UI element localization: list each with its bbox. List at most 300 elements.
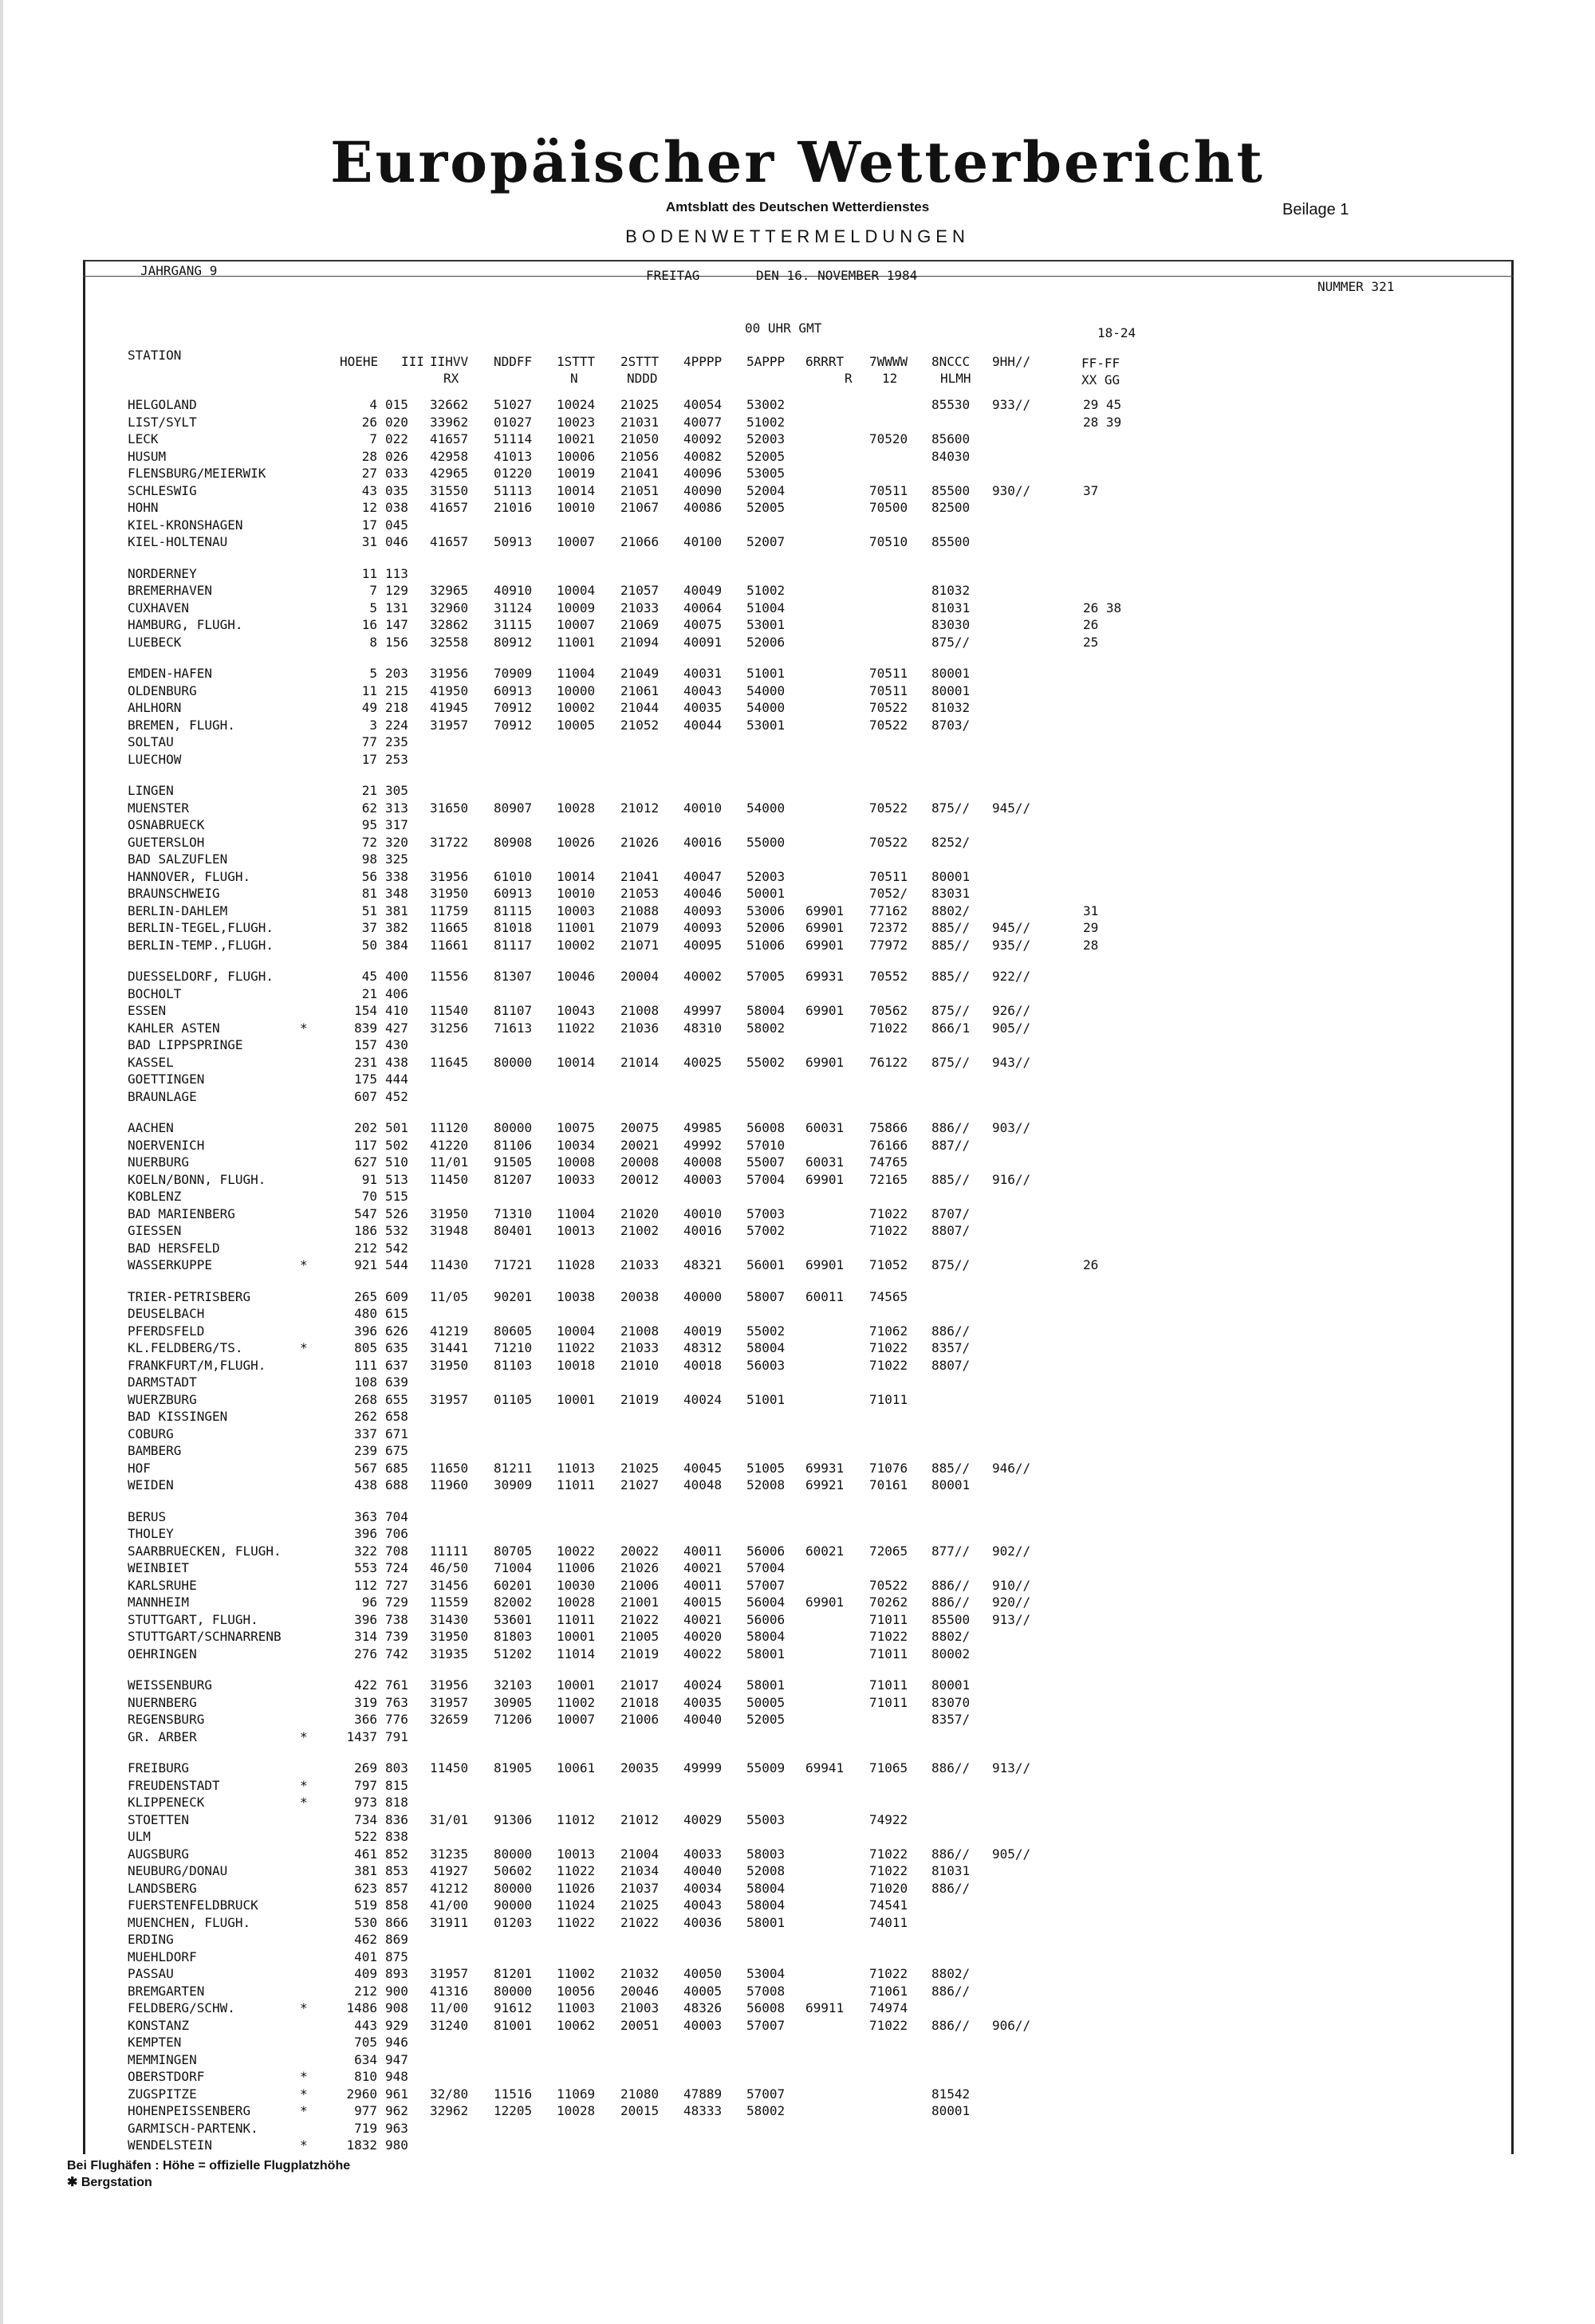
observation-group: 10013	[557, 1846, 596, 1862]
report-heading: BODENWETTERMELDUNGEN	[625, 226, 970, 246]
observation-group: 54000	[746, 800, 786, 816]
observation-group: 10028	[557, 2103, 596, 2118]
observation-group: 53005	[746, 466, 786, 481]
station-row	[128, 682, 1531, 700]
observation-group: 70912	[494, 717, 533, 733]
station-height: 62	[361, 800, 377, 816]
station-row	[128, 1983, 1531, 2000]
observation-group: 203	[385, 666, 408, 681]
observation-group: 885//	[931, 1171, 971, 1187]
observation-group: 58004	[746, 1003, 786, 1018]
station-name: BRAUNSCHWEIG	[128, 886, 220, 901]
station-height: 366	[354, 1712, 377, 1727]
station-row	[128, 1154, 1531, 1171]
observation-group: 40040	[683, 1712, 723, 1727]
observation-group: 742	[385, 1646, 408, 1661]
observation-group: 80001	[931, 1677, 971, 1693]
observation-group: 21094	[620, 634, 660, 650]
observation-group: 11120	[430, 1120, 469, 1135]
station-height: 530	[354, 1914, 377, 1930]
observation-group: 40034	[683, 1880, 723, 1896]
observation-group: 01105	[494, 1391, 533, 1407]
observation-group: 82500	[931, 500, 971, 515]
observation-group: 41927	[430, 1863, 469, 1878]
station-name: MANNHEIM	[128, 1595, 190, 1610]
observation-group: 31441	[430, 1340, 469, 1355]
station-name: BERLIN-TEGEL,FLUGH.	[128, 920, 274, 935]
observation-group: 71062	[869, 1323, 908, 1339]
observation-group: 41219	[430, 1323, 469, 1339]
weekday-label: FREITAG	[646, 268, 700, 283]
observation-group: 348	[385, 886, 408, 901]
observation-group: 10000	[557, 682, 596, 698]
station-name: BERUS	[128, 1508, 167, 1524]
table-header	[128, 348, 1531, 386]
observation-group: 58004	[746, 1340, 786, 1355]
station-height: 268	[354, 1391, 377, 1407]
observation-group: 71206	[494, 1712, 533, 1727]
station-name: STUTTGART, FLUGH.	[128, 1611, 258, 1627]
station-name: BAD KISSINGEN	[128, 1409, 228, 1424]
station-row	[128, 800, 1531, 817]
observation-group: 818	[385, 1795, 408, 1810]
observation-group: 31456	[430, 1577, 469, 1593]
observation-group: 739	[385, 1629, 408, 1644]
observation-group: 945//	[992, 920, 1031, 935]
observation-group: 31957	[430, 1391, 469, 1407]
observation-group: 30905	[494, 1694, 533, 1710]
observation-group: 71004	[494, 1560, 533, 1575]
observation-group: 61010	[494, 868, 533, 884]
station-row	[128, 1339, 1531, 1357]
observation-group: 637	[385, 1357, 408, 1373]
station-height: 634	[354, 2051, 377, 2067]
observation-group: 40036	[683, 1914, 723, 1930]
observation-group: 21056	[620, 448, 660, 464]
observation-group: 69911	[805, 2000, 845, 2015]
station-name: KOELN/BONN, FLUGH.	[128, 1171, 266, 1187]
station-height: 462	[354, 1932, 377, 1947]
observation-group: 980	[385, 2137, 408, 2153]
observation-group: 21031	[620, 414, 660, 430]
observation-group: 8703/	[931, 717, 971, 733]
station-name: COBURG	[128, 1425, 174, 1441]
observation-group: 85500	[931, 482, 971, 498]
observation-group: 20046	[620, 1983, 660, 1999]
observation-group: 11450	[430, 1760, 469, 1775]
station-name: SCHLESWIG	[128, 482, 197, 498]
station-row	[128, 1611, 1531, 1629]
observation-group: 21050	[620, 431, 660, 446]
observation-group: 53001	[746, 717, 786, 733]
observation-group: 75866	[869, 1120, 908, 1135]
station-name: SAARBRUECKEN, FLUGH.	[128, 1543, 282, 1559]
observation-group: 69931	[805, 1460, 845, 1476]
station-row	[128, 1442, 1531, 1460]
station-height: 21	[361, 985, 377, 1001]
station-height: 805	[354, 1340, 377, 1355]
observation-group: 40024	[683, 1391, 723, 1407]
mountain-station-marker: *	[300, 1257, 308, 1272]
station-name: NUERNBERG	[128, 1694, 197, 1710]
observation-group: 81207	[494, 1171, 533, 1187]
observation-group: 510	[385, 1154, 408, 1170]
observation-group: 57003	[746, 1205, 786, 1221]
observation-group: 81018	[494, 920, 533, 935]
observation-group: 51113	[494, 482, 533, 498]
observation-group: 51202	[494, 1646, 533, 1661]
observation-group: 10075	[557, 1120, 596, 1135]
station-height: 56	[361, 868, 377, 884]
observation-group: 51027	[494, 397, 533, 412]
observation-group: 10014	[557, 868, 596, 884]
station-height: 17	[361, 751, 377, 767]
column-header: 2STTT	[620, 354, 660, 369]
observation-group: 56001	[746, 1257, 786, 1272]
station-row	[128, 431, 1531, 448]
observation-group: 639	[385, 1374, 408, 1390]
observation-group: 704	[385, 1508, 408, 1524]
observation-group: 11/01	[430, 1154, 469, 1170]
station-height: 17	[361, 517, 377, 533]
observation-group: 961	[385, 2086, 408, 2102]
station-name: NUERBURG	[128, 1154, 190, 1170]
station-name: FREIBURG	[128, 1760, 190, 1775]
observation-group: 10007	[557, 617, 596, 632]
observation-group: 10022	[557, 1543, 596, 1559]
jahrgang-label: JAHRGANG 9	[140, 263, 218, 278]
station-height: 96	[361, 1595, 377, 1610]
observation-group: 71210	[494, 1340, 533, 1355]
observation-group: 438	[385, 1054, 408, 1070]
observation-group: 026	[385, 448, 408, 464]
station-height: 239	[354, 1443, 377, 1458]
observation-group: 40046	[683, 886, 723, 901]
observation-group: 57010	[746, 1137, 786, 1153]
observation-group: 41316	[430, 1983, 469, 1999]
observation-group: 11026	[557, 1880, 596, 1896]
station-height: 50	[361, 937, 377, 953]
column-header: 7WWWW	[869, 354, 908, 369]
observation-group: 11069	[557, 2086, 596, 2102]
observation-group: 57004	[746, 1171, 786, 1187]
observation-group: 10019	[557, 466, 596, 481]
station-name: FREUDENSTADT	[128, 1777, 220, 1793]
observation-group: 40021	[683, 1560, 723, 1575]
column-subheader: 12	[882, 371, 898, 386]
observation-group: 40064	[683, 600, 723, 615]
observation-group: 022	[385, 431, 408, 446]
observation-group: 11022	[557, 1340, 596, 1355]
mountain-station-marker: *	[300, 1728, 308, 1744]
station-row	[128, 1088, 1531, 1106]
observation-group: 21052	[620, 717, 660, 733]
observation-group: 8357/	[931, 1712, 971, 1727]
observation-group: 948	[385, 2069, 408, 2084]
observation-group: 80001	[931, 868, 971, 884]
observation-group: 11003	[557, 2000, 596, 2015]
footnote-mountain-station: ✱ Bergstation	[67, 2176, 152, 2189]
observation-group: 70522	[869, 700, 908, 715]
observation-group: 70912	[494, 700, 533, 715]
station-name: EMDEN-HAFEN	[128, 666, 212, 681]
station-height: 1486	[346, 2000, 377, 2015]
station-name: BRAUNLAGE	[128, 1088, 197, 1104]
station-name: KASSEL	[128, 1054, 174, 1070]
observation-group: 49997	[683, 1003, 723, 1018]
observation-group: 893	[385, 1966, 408, 1981]
observation-group: 72065	[869, 1543, 908, 1559]
observation-group: 69901	[805, 920, 845, 935]
observation-group: 80907	[494, 800, 533, 816]
observation-group: 81803	[494, 1629, 533, 1644]
station-height: 7	[369, 431, 377, 446]
observation-group: 48310	[683, 1020, 723, 1036]
wind-gust-value: 25	[1083, 634, 1099, 650]
observation-group: 52008	[746, 1863, 786, 1878]
observation-group: 40100	[683, 534, 723, 549]
observation-group: 11002	[557, 1966, 596, 1981]
observation-group: 885//	[931, 937, 971, 953]
observation-group: 21071	[620, 937, 660, 953]
observation-group: 52005	[746, 1712, 786, 1727]
observation-group: 857	[385, 1880, 408, 1896]
station-name: KIEL-KRONSHAGEN	[128, 517, 243, 533]
observation-group: 52005	[746, 448, 786, 464]
observation-group: 11012	[557, 1811, 596, 1827]
station-height: 49	[361, 700, 377, 715]
observation-group: 885//	[931, 920, 971, 935]
observation-group: 51001	[746, 1391, 786, 1407]
observation-group: 53002	[746, 397, 786, 412]
observation-group: 20022	[620, 1543, 660, 1559]
observation-group: 21008	[620, 1003, 660, 1018]
observation-group: 40054	[683, 397, 723, 412]
observation-group: 21057	[620, 583, 660, 598]
observation-group: 58003	[746, 1846, 786, 1862]
station-name: BERLIN-TEMP.,FLUGH.	[128, 937, 274, 953]
observation-group: 85530	[931, 397, 971, 412]
mountain-station-marker: *	[300, 2137, 308, 2153]
observation-group: 40045	[683, 1460, 723, 1476]
observation-group: 70520	[869, 431, 908, 446]
observation-group: 80000	[494, 1880, 533, 1896]
station-row	[128, 1020, 1531, 1037]
station-row	[128, 717, 1531, 734]
observation-group: 31950	[430, 1205, 469, 1221]
publisher-subtitle: Amtsblatt des Deutschen Wetterdienstes	[665, 199, 930, 214]
observation-group: 803	[385, 1760, 408, 1775]
station-height: 43	[361, 482, 377, 498]
station-height: 37	[361, 920, 377, 935]
observation-group: 21032	[620, 1966, 660, 1981]
observation-group: 57002	[746, 1223, 786, 1238]
observation-group: 763	[385, 1694, 408, 1710]
station-height: 154	[354, 1003, 377, 1018]
observation-group: 53001	[746, 617, 786, 632]
station-height: 480	[354, 1306, 377, 1321]
observation-group: 8807/	[931, 1357, 971, 1373]
observation-group: 31240	[430, 2017, 469, 2033]
station-height: 7	[369, 583, 377, 598]
observation-group: 84030	[931, 448, 971, 464]
observation-group: 147	[385, 617, 408, 632]
observation-group: 82002	[494, 1595, 533, 1610]
station-name: BAD LIPPSPRINGE	[128, 1037, 243, 1052]
observation-group: 40016	[683, 834, 723, 850]
observation-group: 40011	[683, 1543, 723, 1559]
observation-group: 70500	[869, 500, 908, 515]
observation-group: 305	[385, 783, 408, 798]
observation-group: 40024	[683, 1677, 723, 1693]
station-row	[128, 1777, 1531, 1795]
observation-group: 724	[385, 1560, 408, 1575]
station-name: KONSTANZ	[128, 2017, 190, 2033]
station-name: NEUBURG/DONAU	[128, 1863, 228, 1878]
station-name: WEINBIET	[128, 1560, 190, 1575]
observation-group: 675	[385, 1443, 408, 1458]
observation-group: 926//	[992, 1003, 1031, 1018]
observation-group: 69901	[805, 1003, 845, 1018]
column-header: HOEHE	[340, 354, 379, 369]
station-name: BAD HERSFELD	[128, 1240, 220, 1256]
station-row	[128, 1828, 1531, 1846]
observation-group: 40021	[683, 1611, 723, 1627]
observation-group: 320	[385, 834, 408, 850]
wind-gust-value: 26 38	[1083, 600, 1122, 615]
observation-group: 74922	[869, 1811, 908, 1827]
station-height: 51	[361, 902, 377, 918]
observation-group: 609	[385, 1288, 408, 1304]
station-row	[128, 1425, 1531, 1443]
observation-group: 51006	[746, 937, 786, 953]
observation-group: 74011	[869, 1914, 908, 1930]
observation-group: 21067	[620, 500, 660, 515]
station-row	[128, 2137, 1531, 2154]
observation-group: 58001	[746, 1914, 786, 1930]
observation-group: 30909	[494, 1477, 533, 1492]
observation-group: 40018	[683, 1357, 723, 1373]
observation-group: 52004	[746, 482, 786, 498]
station-row	[128, 1525, 1531, 1543]
observation-group: 8807/	[931, 1223, 971, 1238]
station-name: DUESSELDORF, FLUGH.	[128, 969, 274, 984]
observation-group: 60913	[494, 886, 533, 901]
observation-group: 384	[385, 937, 408, 953]
observation-group: 877//	[931, 1543, 971, 1559]
station-row	[128, 1728, 1531, 1746]
observation-group: 80912	[494, 634, 533, 650]
observation-group: 40029	[683, 1811, 723, 1827]
station-row	[128, 1811, 1531, 1829]
observation-group: 21006	[620, 1712, 660, 1727]
observation-group: 869	[385, 1932, 408, 1947]
observation-group: 020	[385, 414, 408, 430]
observation-group: 11111	[430, 1543, 469, 1559]
issue-number-label: NUMMER 321	[1317, 279, 1395, 294]
observation-group: 838	[385, 1829, 408, 1844]
observation-group: 40000	[683, 1288, 723, 1304]
station-row	[128, 868, 1531, 886]
observation-group: 532	[385, 1223, 408, 1238]
observation-group: 31956	[430, 868, 469, 884]
observation-group: 10043	[557, 1003, 596, 1018]
observation-group: 21019	[620, 1391, 660, 1407]
observation-group: 70511	[869, 482, 908, 498]
observation-group: 32862	[430, 617, 469, 632]
observation-group: 761	[385, 1677, 408, 1693]
observation-group: 51001	[746, 666, 786, 681]
station-height: 11	[361, 565, 377, 581]
station-height: 396	[354, 1526, 377, 1541]
observation-group: 81115	[494, 902, 533, 918]
observation-group: 69941	[805, 1760, 845, 1775]
observation-group: 21033	[620, 1257, 660, 1272]
station-table	[128, 396, 1531, 2154]
observation-group: 58004	[746, 1897, 786, 1913]
observation-group: 40002	[683, 969, 723, 984]
station-height: 31	[361, 534, 377, 549]
observation-group: 31650	[430, 800, 469, 816]
observation-group: 31957	[430, 1694, 469, 1710]
observation-group: 727	[385, 1577, 408, 1593]
observation-group: 11002	[557, 1694, 596, 1710]
mountain-station-marker: *	[300, 1795, 308, 1810]
observation-group: 51005	[746, 1460, 786, 1476]
station-name: KAHLER ASTEN	[128, 1020, 220, 1036]
observation-group: 10001	[557, 1629, 596, 1644]
station-row	[128, 2034, 1531, 2051]
observation-group: 49985	[683, 1120, 723, 1135]
station-name: PFERDSFELD	[128, 1323, 205, 1339]
observation-group: 40043	[683, 1897, 723, 1913]
observation-group: 875//	[931, 1257, 971, 1272]
station-row	[128, 582, 1531, 600]
time-range-label: 18-24	[1097, 325, 1136, 340]
observation-group: 963	[385, 2120, 408, 2136]
station-height: 21	[361, 783, 377, 798]
observation-group: 57004	[746, 1560, 786, 1575]
observation-group: 40020	[683, 1629, 723, 1644]
observation-group: 74765	[869, 1154, 908, 1170]
observation-group: 885//	[931, 1460, 971, 1476]
station-height: 269	[354, 1760, 377, 1775]
observation-group: 21025	[620, 1460, 660, 1476]
observation-group: 544	[385, 1257, 408, 1272]
observation-group: 946	[385, 2035, 408, 2050]
observation-group: 81031	[931, 600, 971, 615]
observation-group: 42958	[430, 448, 469, 464]
observation-group: 501	[385, 1120, 408, 1135]
observation-group: 70522	[869, 717, 908, 733]
observation-group: 875//	[931, 634, 971, 650]
observation-group: 69901	[805, 937, 845, 953]
observation-group: 706	[385, 1526, 408, 1541]
station-row	[128, 499, 1531, 517]
station-row	[128, 1694, 1531, 1712]
station-row	[128, 816, 1531, 834]
observation-group: 947	[385, 2051, 408, 2067]
station-row	[128, 1357, 1531, 1374]
observation-group: 11022	[557, 1020, 596, 1036]
observation-group: 11650	[430, 1460, 469, 1476]
station-name: WENDELSTEIN	[128, 2137, 212, 2153]
observation-group: 47889	[683, 2086, 723, 2102]
observation-group: 21041	[620, 466, 660, 481]
station-row	[128, 517, 1531, 534]
observation-group: 69901	[805, 1257, 845, 1272]
column-header: 4PPPP	[683, 354, 723, 369]
